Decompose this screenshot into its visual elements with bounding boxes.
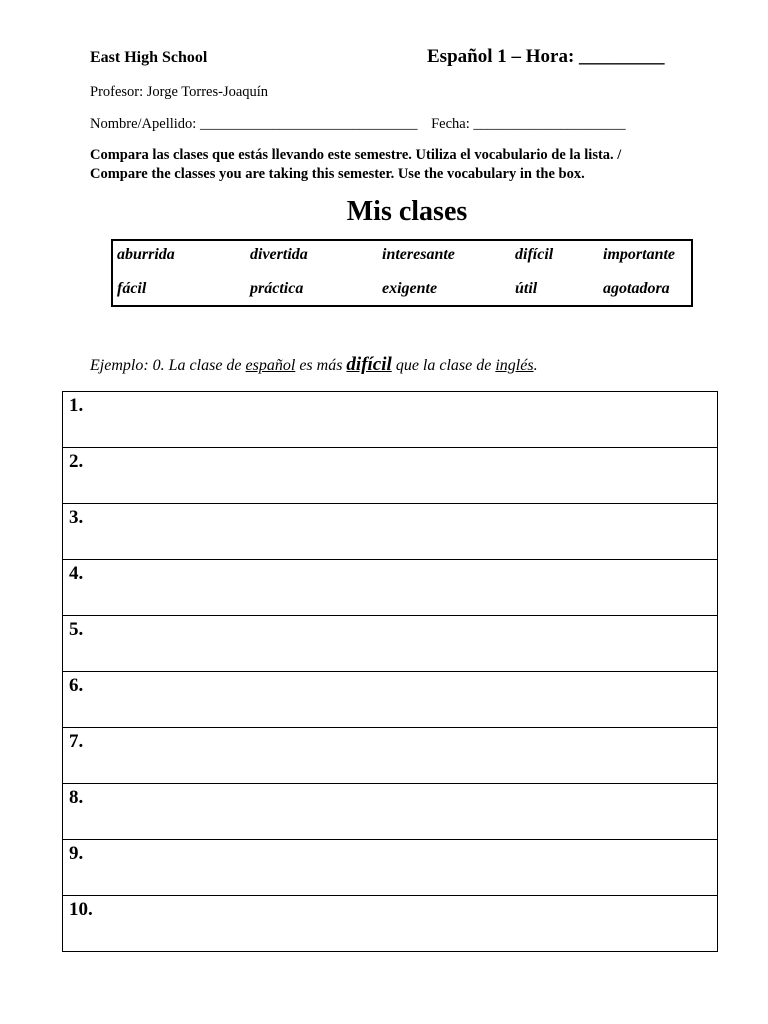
- answer-row[interactable]: [63, 392, 718, 448]
- answer-row[interactable]: [63, 560, 718, 616]
- vocab-word: divertida: [250, 246, 308, 263]
- vocab-word: útil: [515, 280, 538, 297]
- teacher-name: Profesor: Jorge Torres-Joaquín: [90, 84, 269, 100]
- instructions: [90, 146, 621, 184]
- answer-row[interactable]: [63, 728, 718, 784]
- vocabulary-box: [111, 239, 693, 307]
- example-sentence: [90, 354, 538, 376]
- answer-cell[interactable]: 6.: [63, 672, 718, 728]
- instructions-english: Compare the classes you are taking this semester. Use the vocabulary in the box.: [90, 166, 585, 182]
- vocab-word: agotadora: [603, 280, 670, 297]
- example-suffix: .: [533, 357, 538, 374]
- answer-row[interactable]: [63, 504, 718, 560]
- name-field: Nombre/Apellido: ______________________________: [90, 116, 418, 132]
- vocab-word: práctica: [250, 280, 304, 297]
- answer-cell[interactable]: 10.: [63, 896, 718, 952]
- date-field: Fecha: _____________________: [431, 116, 626, 132]
- answer-row[interactable]: [63, 616, 718, 672]
- answer-row[interactable]: [63, 784, 718, 840]
- vocab-word: importante: [603, 246, 676, 263]
- vocab-word: interesante: [382, 246, 455, 263]
- answer-cell[interactable]: 7.: [63, 728, 718, 784]
- answer-cell[interactable]: 2.: [63, 448, 718, 504]
- answer-cell[interactable]: 5.: [63, 616, 718, 672]
- answer-cell[interactable]: 1.: [63, 392, 718, 448]
- example-subject-2: inglés: [495, 357, 534, 374]
- vocab-word: fácil: [117, 280, 147, 297]
- course-title: Español 1 – Hora: _________: [427, 46, 665, 67]
- example-middle-2: que la clase de: [391, 357, 496, 374]
- school-name: East High School: [90, 49, 208, 66]
- vocab-word: aburrida: [117, 246, 175, 263]
- vocab-word: difícil: [515, 246, 554, 263]
- answer-cell[interactable]: 8.: [63, 784, 718, 840]
- instructions-spanish: Compara las clases que estás llevando este semestre. Utiliza el vocabulario de la lista. /: [90, 147, 622, 163]
- answer-cell[interactable]: 4.: [63, 560, 718, 616]
- vocab-word: exigente: [382, 280, 438, 297]
- answer-cell[interactable]: 3.: [63, 504, 718, 560]
- example-middle: es más: [295, 357, 347, 374]
- answer-row[interactable]: [63, 672, 718, 728]
- answer-table: [62, 391, 718, 952]
- answer-row[interactable]: [63, 840, 718, 896]
- example-prefix: Ejemplo: 0. La clase de: [90, 357, 246, 374]
- answer-row[interactable]: [63, 896, 718, 952]
- name-date-line: [90, 116, 626, 133]
- answer-row[interactable]: [63, 448, 718, 504]
- answer-cell[interactable]: 9.: [63, 840, 718, 896]
- example-subject-1: español: [245, 357, 296, 374]
- worksheet-title: Mis clases: [346, 196, 468, 227]
- example-adjective: difícil: [346, 354, 392, 375]
